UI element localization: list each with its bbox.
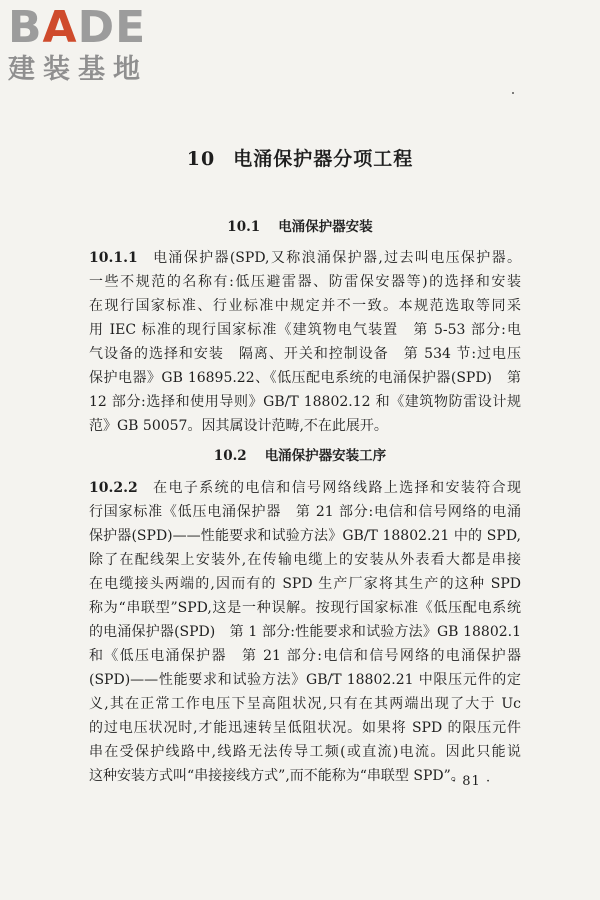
paragraph-line: 气设备的选择和安装 隔离、开关和控制设备 第 534 节:过电压 — [89, 346, 521, 362]
clause-number: 10.1.1 — [89, 250, 138, 266]
chapter-title: 电涌保护器分项工程 — [233, 148, 414, 170]
section-heading-10-2 — [0, 444, 600, 464]
paragraph-line: 行国家标准《低压电涌保护器 第 21 部分:电信和信号网络的电涌 — [89, 504, 521, 520]
paragraph-line: 和《低压电涌保护器 第 21 部分:电信和信号网络的电涌保护器 — [89, 648, 521, 664]
paragraph-line: 10.1.1 电涌保护器(SPD,又称浪涌保护器,过去叫电压保护器。 — [89, 250, 521, 266]
paragraph-line: 在现行国家标准、行业标准中规定并不一致。本规范选取等同采 — [89, 298, 521, 314]
section-title: 电涌保护器安装工序 — [264, 448, 387, 464]
paragraph-line: 一些不规范的名称有:低压避雷器、防雷保安器等)的选择和安装 — [89, 274, 521, 290]
speck-dot — [512, 92, 514, 94]
paragraph-line: 10.2.2 在电子系统的电信和信号网络线路上选择和安装符合现 — [89, 480, 521, 496]
clause-number: 10.2.2 — [89, 480, 138, 496]
logo-wordmark: BADE — [8, 2, 147, 53]
paragraph-line: 串在受保护线路中,线路无法传导工频(或直流)电流。因此只能说 — [89, 744, 521, 760]
section-heading-10-1 — [0, 215, 600, 235]
chapter-heading — [0, 144, 600, 171]
chapter-number: 10 — [186, 148, 216, 170]
paragraph-line: 的电涌保护器(SPD) 第 1 部分:性能要求和试验方法》GB 18802.1 — [89, 624, 521, 640]
paragraph-line: 在电缆接头两端的,因而有的 SPD 生产厂家将其生产的这种 SPD — [89, 576, 521, 592]
clause-10-2-2 — [89, 476, 521, 788]
paragraph-line: 称为“串联型”SPD,这是一种误解。按现行国家标准《低压配电系统 — [89, 600, 521, 616]
paragraph-line: 保护电器》GB 16895.22、《低压配电系统的电涌保护器(SPD) 第 — [89, 370, 521, 386]
paragraph-line: 除了在配线架上安装外,在传输电缆上的安装从外表看大都是串接 — [89, 552, 521, 568]
paragraph-line: 保护器(SPD)——性能要求和试验方法》GB/T 18802.21 中的 SPD, — [89, 528, 521, 544]
paragraph-line: 用 IEC 标准的现行国家标准《建筑物电气装置 第 5-53 部分:电 — [89, 322, 521, 338]
paragraph-line: 12 部分:选择和使用导则》GB/T 18802.12 和《建筑物防雷设计规 — [89, 394, 521, 410]
paragraph-line: 的过电压状况时,才能迅速转呈低阻状况。如果将 SPD 的限压元件 — [89, 720, 521, 736]
page-number: · 81 · — [452, 774, 492, 789]
clause-10-1-1 — [89, 246, 521, 438]
bade-logo — [8, 4, 173, 86]
paragraph-line: 义,其在正常工作电压下呈高阻状况,只有在其两端出现了大于 Uc — [89, 696, 521, 712]
section-title: 电涌保护器安装 — [278, 219, 373, 235]
section-number: 10.1 — [227, 219, 261, 235]
section-number: 10.2 — [213, 448, 247, 464]
paragraph-line: 范》GB 50057。因其属设计范畴,不在此展开。 — [89, 418, 388, 434]
logo-subtitle: 建装基地 — [8, 54, 148, 85]
paragraph-line: (SPD)——性能要求和试验方法》GB/T 18802.21 中限压元件的定 — [89, 672, 521, 688]
paragraph-line: 这种安装方式叫“串接接线方式”,而不能称为“串联型 SPD”。 — [89, 768, 465, 784]
